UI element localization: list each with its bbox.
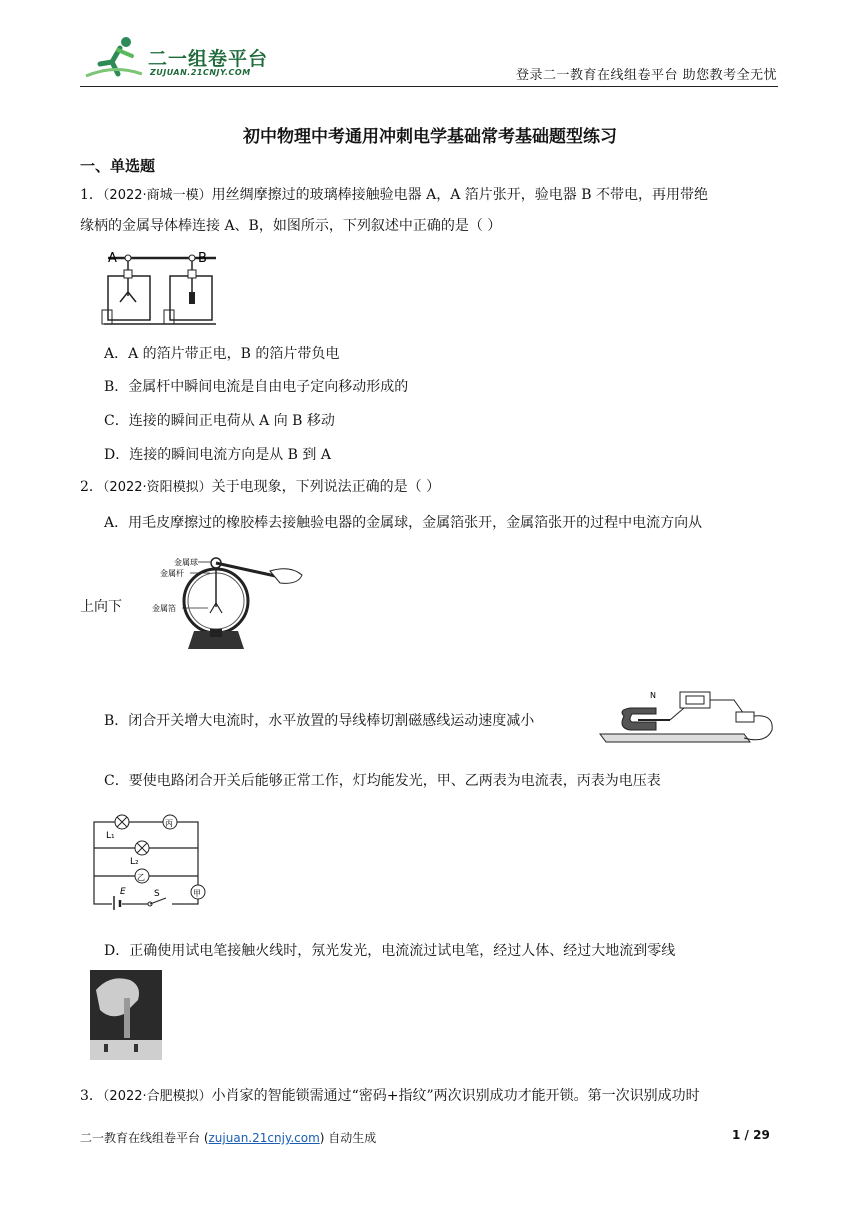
option-b[interactable]: B．金属杆中瞬间电流是自由电子定向移动形成的 [104, 379, 409, 395]
question-2-stem [80, 472, 780, 503]
circuit-diagram [86, 808, 216, 912]
question-1-stem [80, 180, 780, 241]
question-3-stem [80, 1081, 780, 1112]
option-c[interactable]: C．要使电路闭合开关后能够正常工作，灯均能发光，甲、乙两表为电流表，丙表为电压表 [104, 773, 661, 789]
footer-link[interactable]: zujuan.21cnjy.com [208, 1131, 320, 1145]
question-source: （2022·资阳模拟） [102, 480, 212, 495]
question-source: （2022·合肥模拟） [102, 1089, 212, 1104]
question-text-line2: 缘柄的金属导体棒连接 A、B，如图所示，下列叙述中正确的是（ ） [80, 218, 502, 234]
electroscope-rod-figure [140, 545, 310, 655]
logo-subtext: ZUJUAN.21CNJY.COM [150, 68, 251, 77]
option-c[interactable]: C．连接的瞬间正电荷从 A 向 B 移动 [104, 413, 335, 429]
header-divider [80, 86, 778, 87]
footer-source: 二一教育在线组卷平台 (zujuan.21cnjy.com) 自动生成 [80, 1131, 377, 1145]
option-a[interactable]: A．A 的箔片带正电，B 的箔片带负电 [104, 346, 340, 362]
option-d[interactable]: D．连接的瞬间电流方向是从 B 到 A [104, 447, 331, 463]
figure-label: 金属杆 [160, 569, 184, 578]
option-a-continuation: 上向下 [80, 599, 122, 615]
question-text-line1: 用丝绸摩擦过的玻璃棒接触验电器 A，A 箔片张开，验电器 B 不带电，再用带绝 [211, 187, 708, 203]
figure-label-b: B [198, 251, 207, 266]
label-s: S [154, 889, 160, 899]
header-tagline[interactable]: 登录二一教育在线组卷平台 助您教考全无忧 [516, 68, 778, 83]
test-pen-photo [90, 970, 162, 1060]
question-text: 关于电现象，下列说法正确的是（ ） [211, 479, 441, 495]
question-number: 2． [80, 479, 103, 495]
label-l2: L₂ [130, 857, 139, 867]
logo-runner-icon [84, 34, 144, 80]
electromagnet-figure [594, 684, 784, 750]
meter-yi: 乙 [137, 873, 145, 882]
figure-label: 金属球 [174, 558, 198, 567]
meter-jia: 甲 [193, 889, 201, 898]
logo-text: 二一组卷平台 [148, 48, 269, 70]
question-number: 3． [80, 1088, 103, 1104]
question-text: 小肖家的智能锁需通过“密码+指纹”两次识别成功才能开锁。第一次识别成功时 [211, 1088, 700, 1104]
figure-label-a: A [108, 251, 117, 266]
section-heading: 一、单选题 [80, 157, 156, 175]
option-b[interactable]: B．闭合开关增大电流时，水平放置的导线棒切割磁感线运动速度减小 [104, 713, 535, 729]
logo[interactable] [84, 34, 144, 80]
page-number: 1 / 29 [732, 1128, 770, 1142]
electroscope-figure [100, 248, 220, 332]
label-e: E [120, 887, 126, 897]
question-source: （2022·商城一模） [102, 188, 212, 203]
figure-label: 金属箔 [152, 604, 176, 613]
label-l1: L₁ [106, 831, 115, 841]
question-number: 1． [80, 187, 103, 203]
meter-bing: 丙 [165, 819, 173, 828]
option-a[interactable]: A．用毛皮摩擦过的橡胶棒去接触验电器的金属球，金属箔张开，金属箔张开的过程中电流方向从 [104, 515, 703, 531]
option-d[interactable]: D．正确使用试电笔接触火线时，氖光发光，电流流过试电笔，经过人体、经过大地流到零线 [104, 943, 676, 959]
figure-label-n: N [650, 691, 656, 700]
page-title: 初中物理中考通用冲刺电学基础常考基础题型练习 [243, 127, 617, 147]
